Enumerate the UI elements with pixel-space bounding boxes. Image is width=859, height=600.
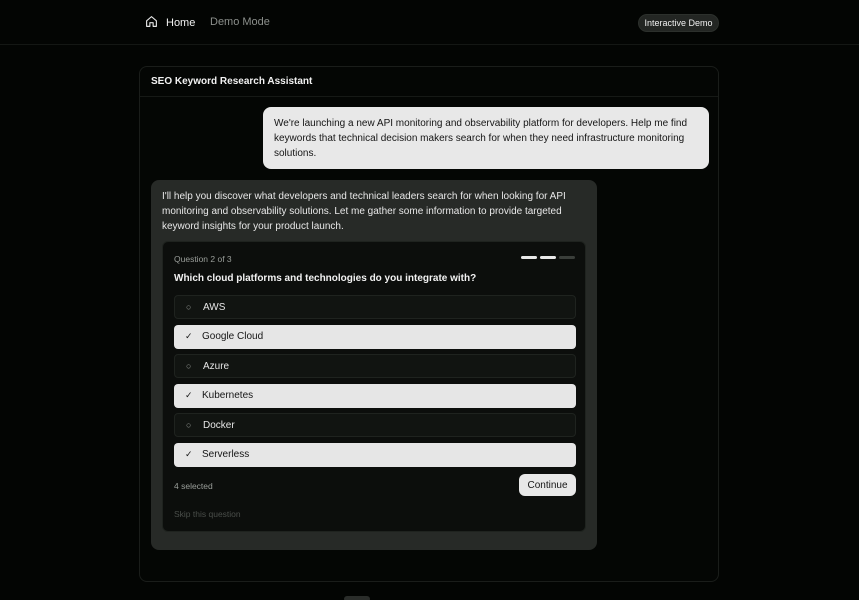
continue-button[interactable]: Continue [519,474,576,496]
radio-empty-icon: ○ [186,302,192,312]
option-label: AWS [203,301,226,313]
option-azure[interactable] [174,354,576,378]
assistant-message [151,180,597,550]
option-serverless[interactable] [174,443,576,467]
radio-empty-icon: ○ [186,420,192,431]
nav-home-link[interactable] [145,15,195,31]
user-message: We're launching a new API monitoring and observability platform for developers. Help me find keywords that technical decision makers search for when they need infrastructure monitoring solutions. [263,107,709,169]
option-label: Azure [203,360,230,372]
options-list [174,295,576,473]
chat-card [139,66,719,582]
radio-empty-icon: ○ [186,361,192,372]
option-label: Kubernetes [202,390,254,402]
check-icon: ✓ [185,449,193,460]
card-title: SEO Keyword Research Assistant [140,67,718,97]
progress-step-2 [540,256,556,259]
assistant-message-text: I'll help you discover what developers and technical leaders search for when looking for API monitoring and observability solutions. Let me gather some information to provide targeted keyword insights for your product launch. [162,191,566,232]
home-icon [145,15,158,31]
question-progress [521,256,575,259]
nav-home-label: Home [166,17,196,29]
option-aws[interactable] [174,295,576,319]
check-icon: ✓ [185,331,193,342]
nav-demo-mode-link[interactable]: Demo Mode [210,16,270,28]
top-nav [0,0,859,45]
skip-question-link[interactable]: Skip this question [174,509,241,519]
interactive-demo-badge: Interactive Demo [638,14,719,32]
option-label: Docker [203,419,235,431]
selected-count: 4 selected [174,481,213,491]
scroll-indicator[interactable] [344,596,370,600]
question-title: Which cloud platforms and technologies do you integrate with? [174,273,477,284]
option-google-cloud[interactable] [174,325,576,349]
option-docker[interactable] [174,413,576,437]
option-label: Serverless [202,449,250,461]
question-counter: Question 2 of 3 [174,254,232,264]
progress-step-1 [521,256,537,259]
option-label: Google Cloud [202,331,264,343]
check-icon: ✓ [185,390,193,401]
question-card [162,241,586,532]
progress-step-3 [559,256,575,259]
option-kubernetes[interactable] [174,384,576,408]
